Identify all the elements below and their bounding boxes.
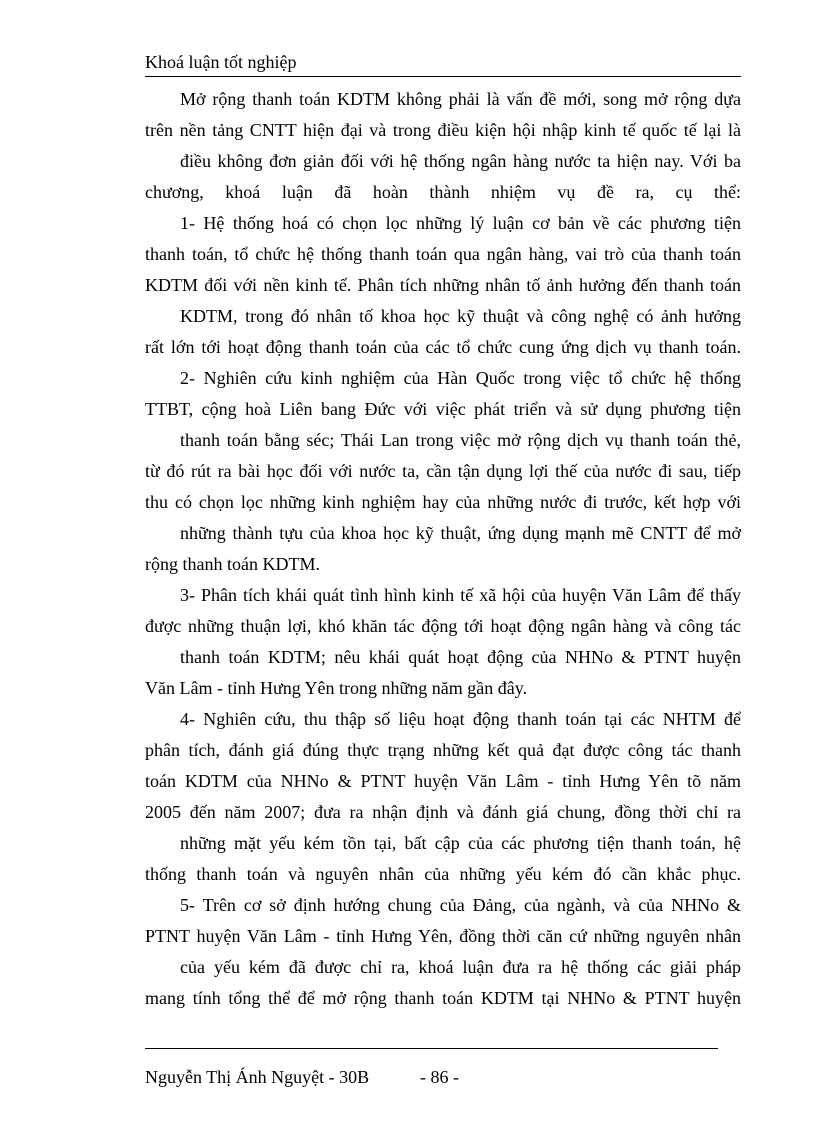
text-line: 2005 đến năm 2007; đưa ra nhận định và đánh giá chung, đồng thời chỉ ra (145, 802, 741, 822)
text-line: những thành tựu của khoa học kỹ thuật, ứng dụng mạnh mẽ CNTT để mở (180, 523, 741, 543)
text-line: thanh toán KDTM; nêu khái quát hoạt động của NHNo & PTNT huyện (180, 647, 741, 667)
text-line: Mở rộng thanh toán KDTM không phải là vấn đề mới, song mở rộng dựa (180, 89, 741, 109)
text-line: thanh toán bằng séc; Thái Lan trong việc mở rộng dịch vụ thanh toán thẻ, (180, 430, 741, 450)
text-line: KDTM đối với nền kinh tế. Phân tích những nhân tố ảnh hưởng đến thanh toán (145, 275, 741, 295)
text-line: TTBT, cộng hoà Liên bang Đức với việc phát triển và sử dụng phương tiện (145, 399, 741, 419)
text-line: trên nền tảng CNTT hiện đại và trong điều kiện hội nhập kinh tế quốc tế lại là (145, 120, 741, 140)
text-line: từ đó rút ra bài học đối với nước ta, cần tận dụng lợi thế của nước đi sau, tiếp (145, 461, 741, 481)
text-line: thu có chọn lọc những kinh nghiệm hay của những nước đi trước, kết hợp với (145, 492, 741, 512)
text-line: được những thuận lợi, khó khăn tác động tới hoạt động ngân hàng và công tác (145, 616, 741, 636)
text-line: KDTM, trong đó nhân tố khoa học kỹ thuật và công nghệ có ảnh hưởng (180, 306, 741, 326)
text-line: 4- Nghiên cứu, thu thập số liệu hoạt động thanh toán tại các NHTM để (180, 709, 741, 729)
text-line: PTNT huyện Văn Lâm - tỉnh Hưng Yên, đồng thời căn cứ những nguyên nhân (145, 926, 741, 946)
footer-divider (145, 1048, 718, 1049)
text-line: 1- Hệ thống hoá có chọn lọc những lý luận cơ bản về các phương tiện (180, 213, 741, 233)
text-line: chương, khoá luận đã hoàn thành nhiệm vụ đề ra, cụ thể: (145, 182, 741, 202)
text-line: rộng thanh toán KDTM. (145, 554, 320, 574)
text-line: phân tích, đánh giá đúng thực trạng những kết quả đạt được công tác thanh (145, 740, 741, 760)
header-divider (145, 76, 741, 77)
text-line: 2- Nghiên cứu kinh nghiệm của Hàn Quốc trong việc tổ chức hệ thống (180, 368, 741, 388)
text-line: mang tính tổng thể để mở rộng thanh toán KDTM tại NHNo & PTNT huyện (145, 988, 741, 1008)
text-line: rất lớn tới hoạt động thanh toán của các tổ chức cung ứng dịch vụ thanh toán. (145, 337, 741, 357)
footer-author: Nguyễn Thị Ánh Nguyệt - 30B (145, 1067, 370, 1087)
text-line: Văn Lâm - tỉnh Hưng Yên trong những năm gần đây. (145, 678, 528, 698)
text-line: thanh toán, tổ chức hệ thống thanh toán qua ngân hàng, vai trò của thanh toán (145, 244, 741, 264)
text-line: 3- Phân tích khái quát tình hình kinh tế xã hội của huyện Văn Lâm để thấy (180, 585, 741, 605)
text-line: điều không đơn giản đối với hệ thống ngân hàng nước ta hiện nay. Với ba (180, 151, 741, 171)
text-line: thống thanh toán và nguyên nhân của những yếu kém đó cần khắc phục. (145, 864, 741, 884)
running-header-title: Khoá luận tốt nghiệp (145, 52, 297, 72)
text-line: 5- Trên cơ sở định hướng chung của Đảng, của ngành, và của NHNo & (180, 895, 741, 915)
text-line: toán KDTM của NHNo & PTNT huyện Văn Lâm - tỉnh Hưng Yên tõ năm (145, 771, 741, 791)
text-line: của yếu kém đã được chỉ ra, khoá luận đưa ra hệ thống các giải pháp (180, 957, 741, 977)
text-line: những mặt yếu kém tồn tại, bất cập của các phương tiện thanh toán, hệ (180, 833, 741, 853)
page-number: - 86 - (420, 1067, 459, 1087)
